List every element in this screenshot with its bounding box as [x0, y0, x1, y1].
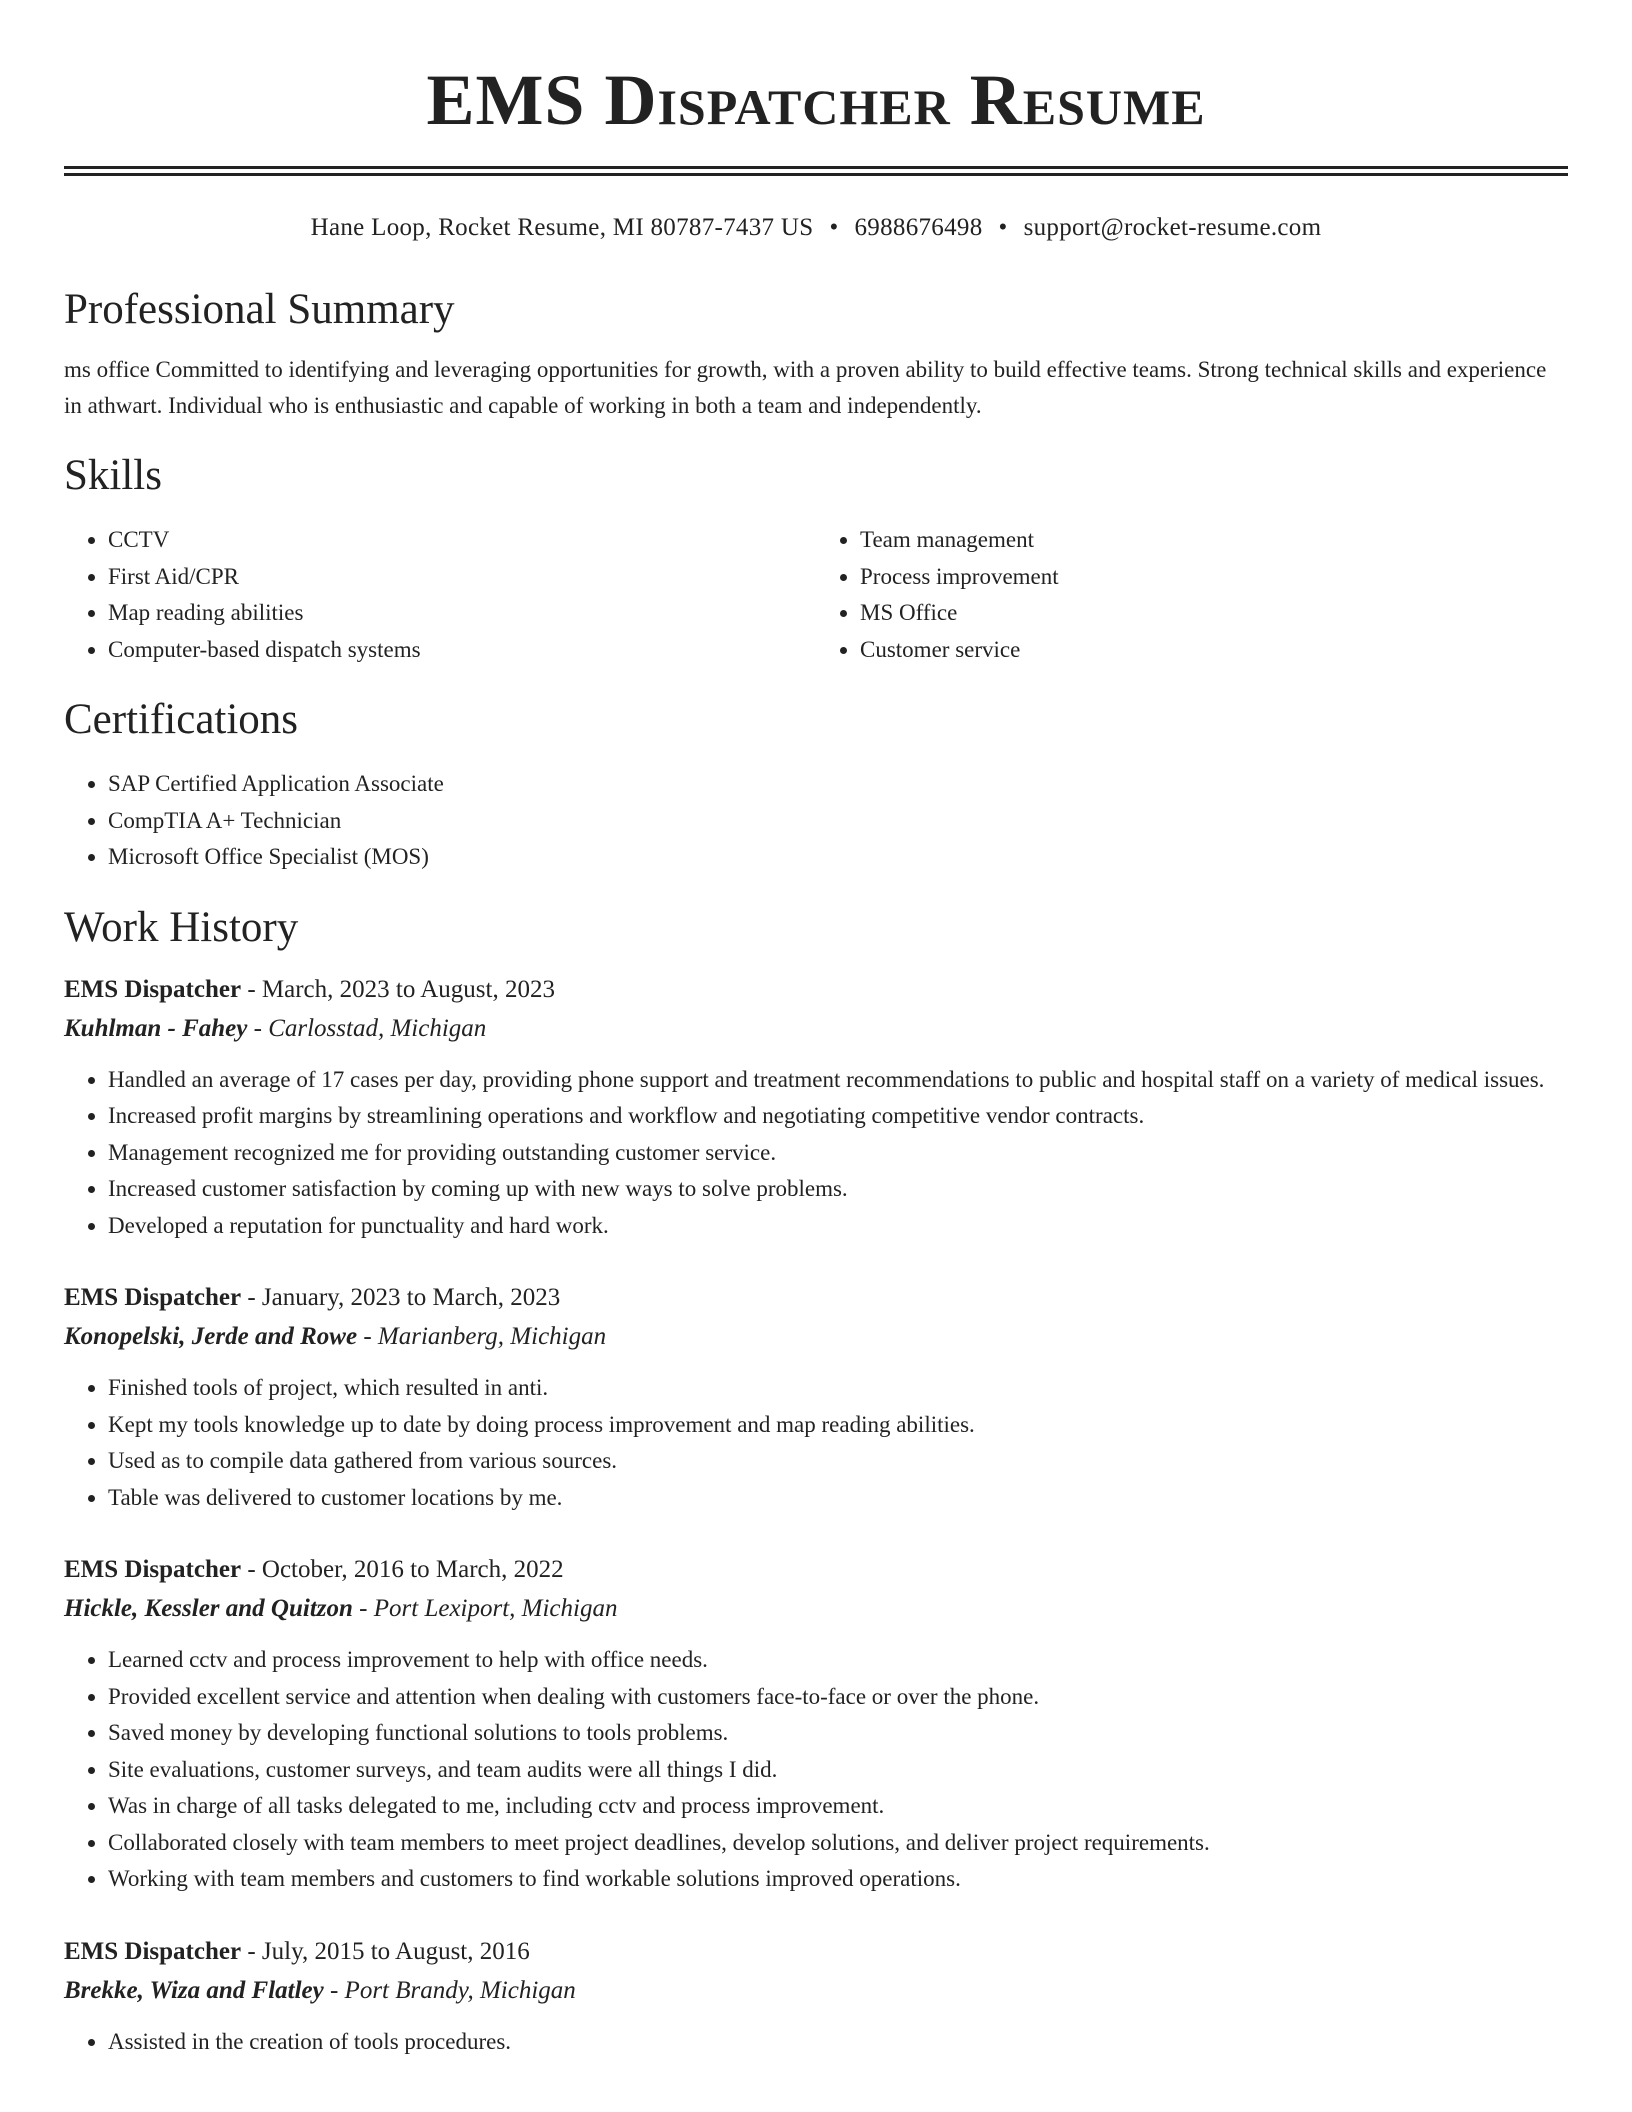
job-bullet: • Learned cctv and process improvement to help with office needs. — [108, 1642, 1568, 1679]
job-title-line — [64, 1550, 1568, 1589]
job-bullet: • Assisted in the creation of tools procedures. — [108, 2024, 1568, 2061]
job-bullets — [64, 1370, 1568, 1516]
skill-item: • Computer-based dispatch systems — [108, 632, 816, 669]
job-company: Brekke, Wiza and Flatley — [64, 1976, 324, 2004]
skills-list-right — [816, 522, 1568, 668]
contact-phone: 6988676498 — [854, 214, 983, 241]
job-company-line — [64, 1589, 1568, 1628]
job-bullet: • Handled an average of 17 cases per day, providing phone support and treatment recommendations to public and hospital staff on a variety of medical issues. — [108, 1062, 1568, 1099]
skill-item: • Team management — [860, 522, 1568, 559]
job-dates: - March, 2023 to August, 2023 — [241, 975, 555, 1003]
job-bullet: • Management recognized me for providing outstanding customer service. — [108, 1135, 1568, 1172]
contact-line — [64, 212, 1568, 244]
job-title-line — [64, 1278, 1568, 1317]
job-dates: - July, 2015 to August, 2016 — [241, 1937, 530, 1965]
job-bullets — [64, 1642, 1568, 1898]
job-entry — [64, 970, 1568, 1245]
job-entry — [64, 1932, 1568, 2061]
skills-heading: Skills — [64, 452, 162, 499]
certifications-heading: Certifications — [64, 696, 299, 743]
job-bullet: • Used as to compile data gathered from various sources. — [108, 1443, 1568, 1480]
job-role: EMS Dispatcher — [64, 1937, 242, 1965]
resume-title: EMS Dispatcher Resume — [426, 60, 1206, 140]
skill-item: • MS Office — [860, 595, 1568, 632]
job-company-line — [64, 1971, 1568, 2010]
skills-columns — [64, 522, 1568, 668]
job-bullet: • Provided excellent service and attention when dealing with customers face-to-face or over the phone. — [108, 1679, 1568, 1716]
summary-text: ms office Committed to identifying and leveraging opportunities for growth, with a proven ability to build effective teams. Strong technical skills and experience in athwart. Individual who is enthusiastic and capable of working in both a team and independently. — [64, 357, 1547, 418]
job-entry — [64, 1278, 1568, 1516]
job-bullet: • Increased profit margins by streamlining operations and workflow and negotiating competitive vendor contracts. — [108, 1098, 1568, 1135]
job-bullet: • Was in charge of all tasks delegated to me, including cctv and process improvement. — [108, 1788, 1568, 1825]
job-title-line — [64, 1932, 1568, 1971]
job-bullet: • Developed a reputation for punctuality and hard work. — [108, 1208, 1568, 1245]
job-location: - Marianberg, Michigan — [357, 1323, 607, 1350]
contact-address: Hane Loop, Rocket Resume, MI 80787-7437 US — [310, 214, 814, 241]
summary-heading: Professional Summary — [64, 286, 455, 333]
job-bullet: • Saved money by developing functional solutions to tools problems. — [108, 1715, 1568, 1752]
job-company-line — [64, 1317, 1568, 1356]
job-dates: - October, 2016 to March, 2022 — [241, 1556, 564, 1583]
job-title-line — [64, 970, 1568, 1009]
skills-list-left — [64, 522, 816, 668]
job-bullet: • Site evaluations, customer surveys, and team audits were all things I did. — [108, 1752, 1568, 1789]
skill-item: • Customer service — [860, 632, 1568, 669]
certification-item: • SAP Certified Application Associate — [108, 766, 1568, 803]
job-bullet: • Collaborated closely with team members to meet project deadlines, develop solutions, and deliver project requirements. — [108, 1825, 1568, 1862]
contact-separator: • — [829, 214, 839, 241]
skill-item: • Map reading abilities — [108, 595, 816, 632]
job-company: Kuhlman - Fahey — [64, 1014, 248, 1042]
contact-separator: • — [998, 214, 1008, 241]
skill-item: • Process improvement — [860, 559, 1568, 596]
job-bullet: • Increased customer satisfaction by coming up with new ways to solve problems. — [108, 1171, 1568, 1208]
job-company: Konopelski, Jerde and Rowe — [64, 1323, 358, 1350]
certification-item: • Microsoft Office Specialist (MOS) — [108, 839, 1568, 876]
certifications-list — [64, 766, 1568, 876]
job-bullet: • Finished tools of project, which resulted in anti. — [108, 1370, 1568, 1407]
job-dates: - January, 2023 to March, 2023 — [241, 1284, 561, 1311]
skill-item: • First Aid/CPR — [108, 559, 816, 596]
job-bullet: • Kept my tools knowledge up to date by doing process improvement and map reading abilities. — [108, 1407, 1568, 1444]
job-bullet: • Table was delivered to customer locations by me. — [108, 1480, 1568, 1517]
job-role: EMS Dispatcher — [64, 1284, 242, 1311]
job-role: EMS Dispatcher — [64, 1556, 242, 1583]
job-location: - Port Brandy, Michigan — [323, 1976, 576, 2004]
resume-page — [64, 0, 1568, 2060]
job-entry — [64, 1550, 1568, 1898]
job-bullets — [64, 2024, 1568, 2061]
job-company: Hickle, Kessler and Quitzon — [64, 1595, 353, 1622]
contact-email: support@rocket-resume.com — [1023, 214, 1322, 241]
job-location: - Port Lexiport, Michigan — [352, 1595, 618, 1622]
title-divider — [64, 166, 1568, 176]
job-bullets — [64, 1062, 1568, 1245]
job-bullet: • Working with team members and customers to find workable solutions improved operations. — [108, 1861, 1568, 1898]
job-company-line — [64, 1009, 1568, 1048]
job-location: - Carlosstad, Michigan — [247, 1014, 487, 1042]
job-role: EMS Dispatcher — [64, 975, 242, 1003]
certification-item: • CompTIA A+ Technician — [108, 803, 1568, 840]
work-history-heading: Work History — [64, 903, 299, 951]
skill-item: • CCTV — [108, 522, 816, 559]
